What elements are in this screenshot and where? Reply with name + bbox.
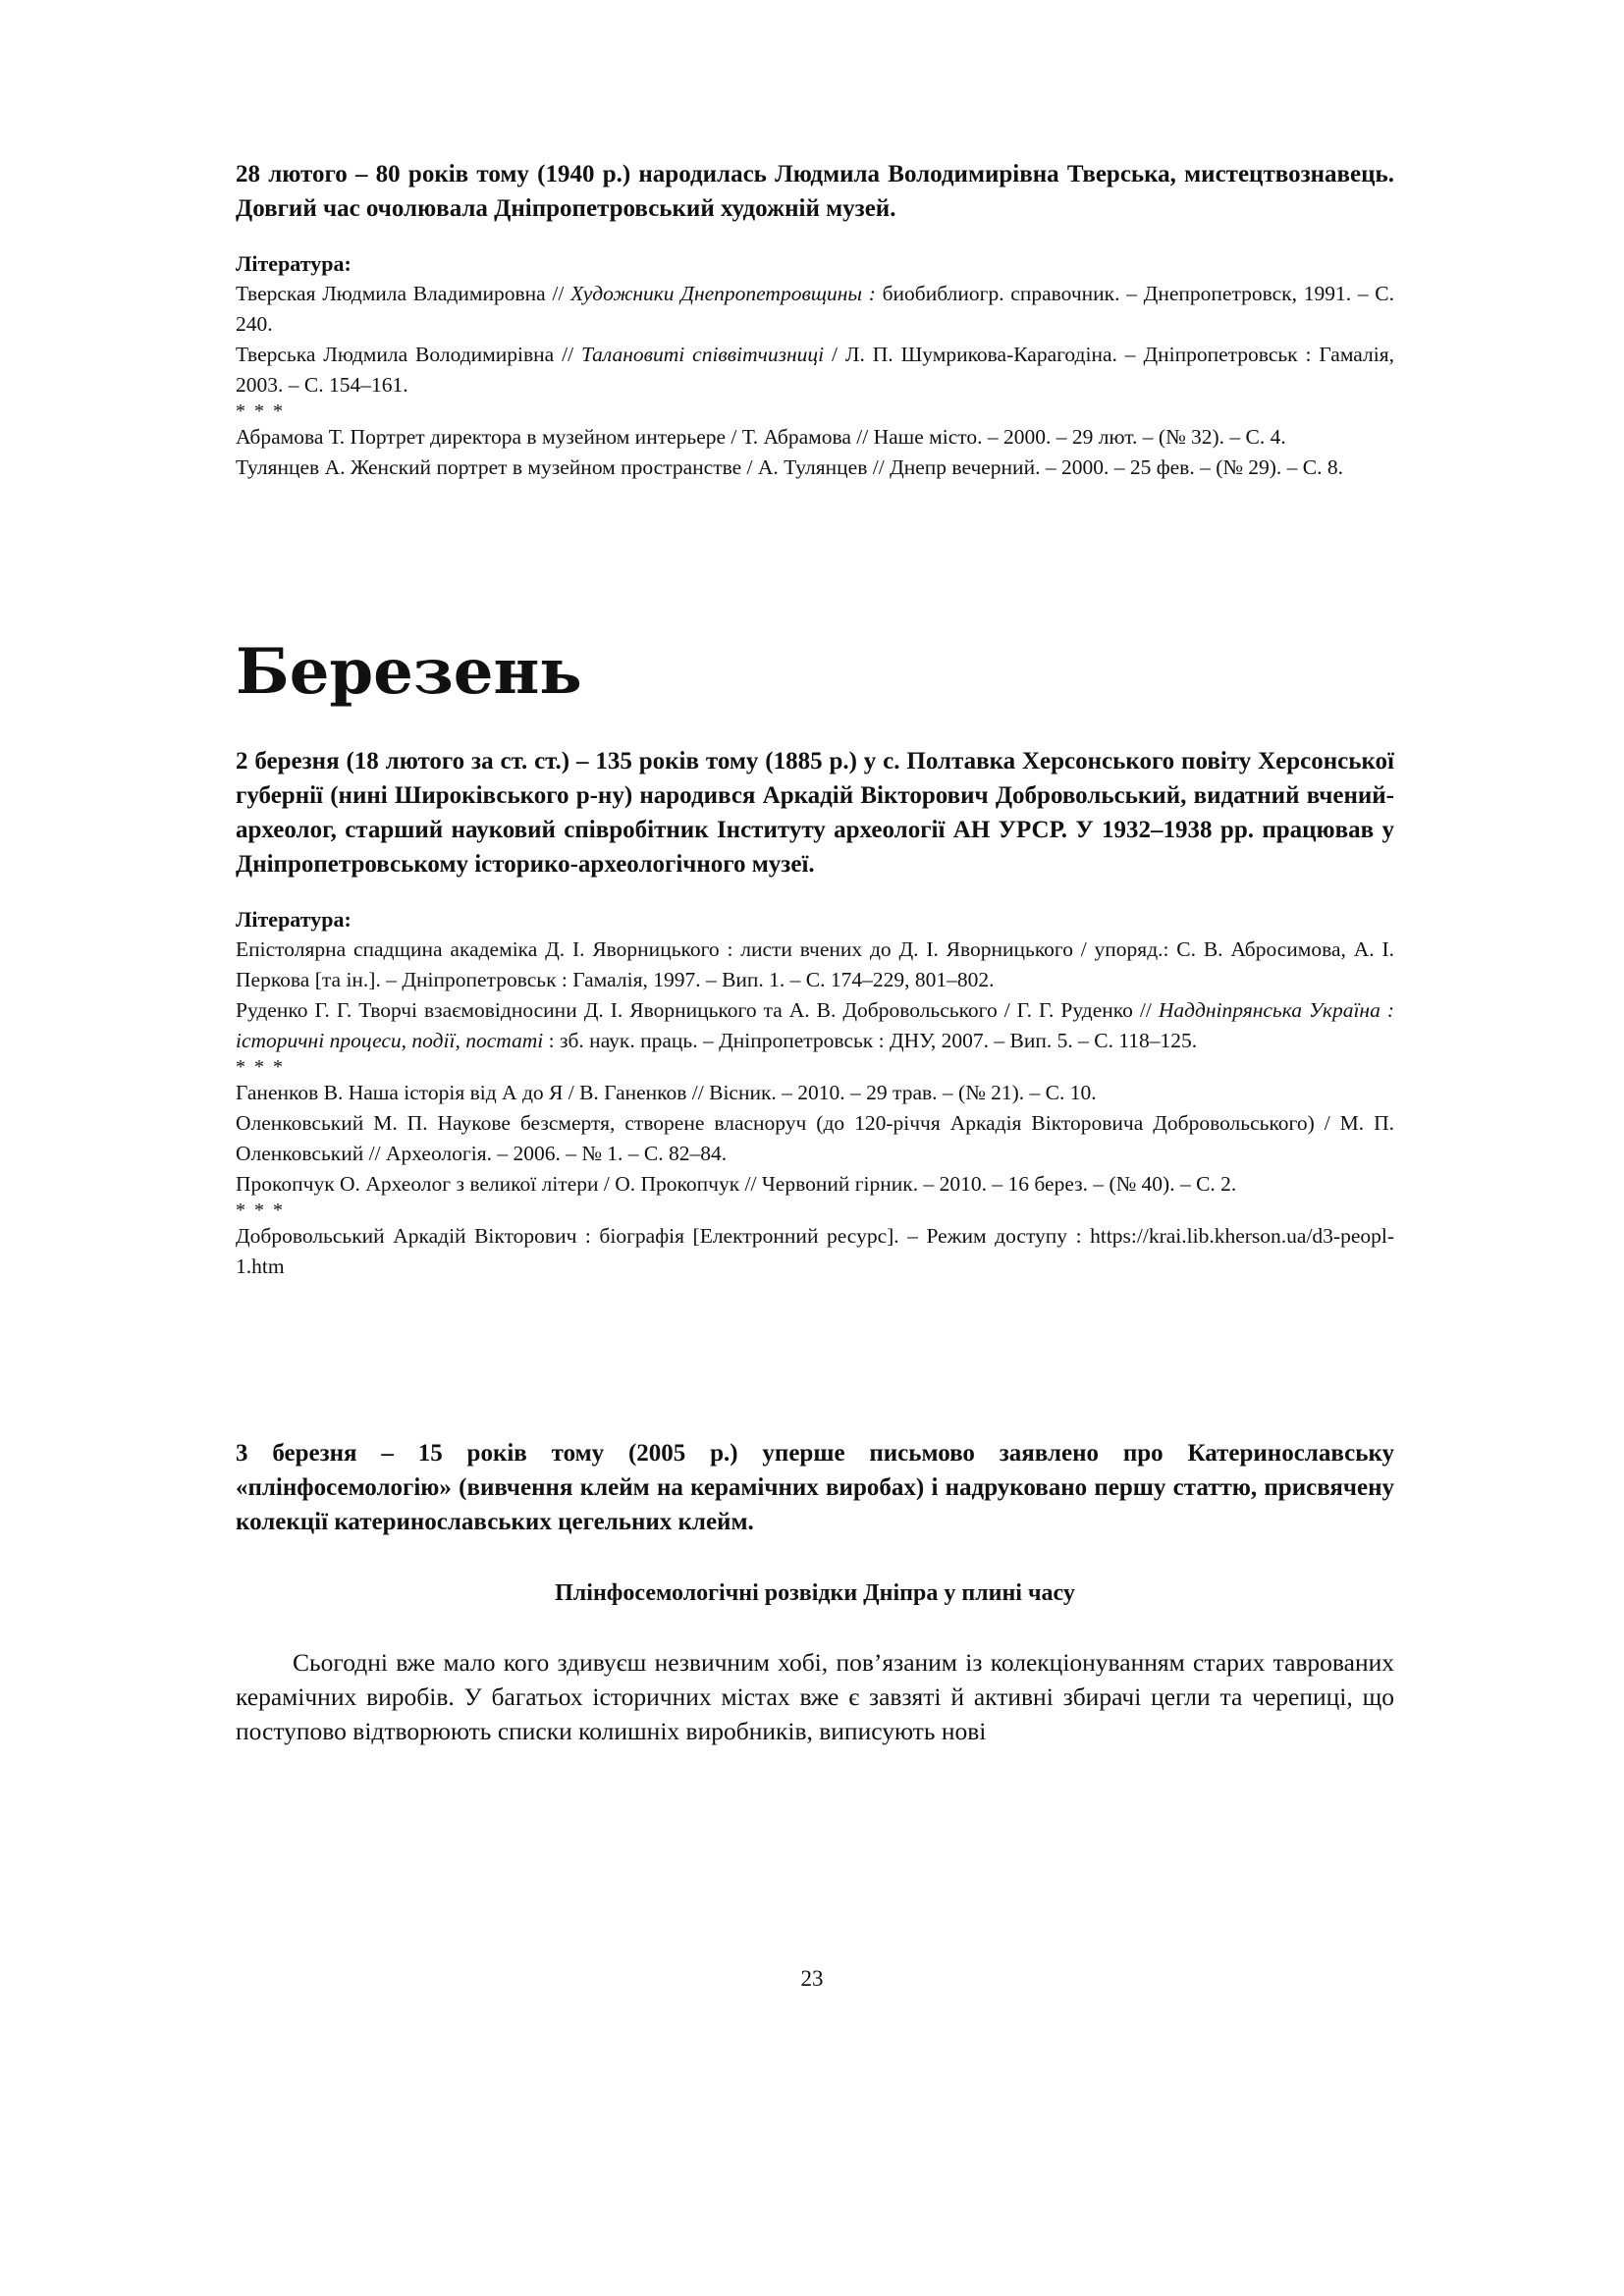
entry-feb-28	[236, 157, 1394, 483]
page-number: 23	[800, 1966, 824, 1991]
literature-label: Література:	[236, 251, 352, 276]
reference-item: Руденко Г. Г. Творчі взаємовідносини Д. І. Яворницького та А. В. Добровольського / Г. Г. Руденко // Наддніпрянська Україна : історичні процеси, події, постаті : зб. наук. праць. – Дніпропетровськ : ДНУ, 2007. – Вип. 5. – С. 118–125.	[236, 998, 1395, 1052]
month-title: Березень	[236, 635, 582, 709]
entry-mar-3	[236, 1436, 1394, 1748]
entry-mar-2	[236, 744, 1394, 1282]
reference-item: Тверская Людмила Владимировна // Художники Днепропетровщины : биобиблиогр. справочник. – Днепропетровск, 1991. – С. 240.	[236, 282, 1395, 336]
reference-item: Тверська Людмила Володимирівна // Талановиті співвітчизниці / Л. П. Шумрикова-Карагодіна. – Дніпропетровськ : Гамалія, 2003. – С. 154–161.	[236, 343, 1394, 397]
reference-item: Епістолярна спадщина академіка Д. І. Яворницького : листи вчених до Д. І. Яворницького / упоряд.: С. В. Абросимова, А. І. Перкова [та ін.]. – Дніпропетровськ : Гамалія, 1997. – Вип. 1. – С. 174–229, 801–802.	[236, 937, 1394, 991]
entry-heading: 2 березня (18 лютого за ст. ст.) – 135 років тому (1885 р.) у с. Полтавка Херсонського повіту Херсонської губернії (нині Широківського р-ну) народився Аркадій Вікторович Добровольський, видатний вчений-археолог, старший науковий співробітник Інституту археології АН УРСР. У 1932–1938 рр. працював у Дніпропетровському історико-археологічного музеї.	[236, 748, 1394, 878]
reference-item: Абрамова Т. Портрет директора в музейном интерьере / Т. Абрамова // Наше місто. – 2000. – 29 лют. – (№ 32). – С. 4.	[236, 425, 1286, 449]
separator-stars: * * *	[236, 400, 285, 422]
reference-item: Ганенков В. Наша історія від А до Я / В. Ганенков // Вісник. – 2010. – 29 трав. – (№ 21). – С. 10.	[236, 1081, 1097, 1104]
entry-heading: 3 березня – 15 років тому (2005 р.) уперше письмово заявлено про Катеринославську «плінфосемологію» (вивчення клейм на керамічних виробах) і надруковано першу статтю, присвячену колекції катеринославських цегельних клейм.	[236, 1440, 1394, 1535]
separator-stars: * * *	[236, 1056, 285, 1078]
article-paragraph: Сьогодні вже мало кого здивуєш незвичним хобі, пов’язаним із колекціонуванням старих таврованих керамічних виробів. У багатьох історичних містах вже є завзяті й активні збирачі цегли та черепиці, що поступово відтворюють списки колишніх виробників, виписують нові	[236, 1648, 1394, 1745]
literature-label: Література:	[236, 907, 352, 932]
separator-stars: * * *	[236, 1200, 285, 1221]
reference-item: Тулянцев А. Женский портрет в музейном пространстве / А. Тулянцев // Днепр вечерний. – 2000. – 25 фев. – (№ 29). – С. 8.	[236, 455, 1343, 479]
article-subtitle: Плінфосемологічні розвідки Дніпра у плині часу	[555, 1580, 1075, 1606]
entry-heading: 28 лютого – 80 років тому (1940 р.) народилась Людмила Володимирівна Тверська, мистецтвознавець. Довгий час очолювала Дніпропетровський художній музей.	[236, 161, 1394, 222]
reference-item: Добровольський Аркадій Вікторович : біографія [Електронний ресурс]. – Режим доступу : https://krai.lib.kherson.ua/d3-peopl-1.htm	[236, 1224, 1394, 1278]
reference-item: Оленковський М. П. Наукове безсмертя, створене власноруч (до 120-річчя Аркадія Вікторовича Добровольського) / М. П. Оленковський // Археологія. – 2006. – № 1. – С. 82–84.	[236, 1111, 1394, 1165]
reference-item: Прокопчук О. Археолог з великої літери / О. Прокопчук // Червоний гірник. – 2010. – 16 берез. – (№ 40). – С. 2.	[236, 1172, 1237, 1196]
